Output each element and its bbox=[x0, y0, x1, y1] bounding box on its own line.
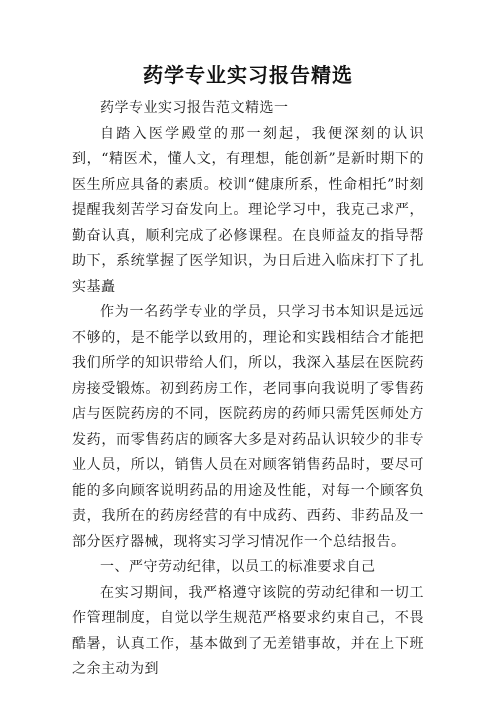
section-heading-1: 一、严守劳动纪律，以员工的标准要求自己 bbox=[100, 559, 376, 575]
body-paragraph-3: 在实习期间，我严格遵守该院的劳动纪律和一切工作管理制度，自觉以学生规范严格要求约束自己，不畏酷暑，认真工作，基本做到了无差错事故，并在上下班之余主动为到 bbox=[72, 584, 424, 677]
document-body bbox=[72, 96, 424, 683]
body-paragraph-1: 自踏入医学殿堂的那一刻起，我便深刻的认识到，“精医术，懂人文，有理想，能创新”是新时期下的医生所应具备的素质。校训“健康所系，性命相托”时刻提醒我刻苦学习奋发向上。理论学习中，我克己求严，勤奋认真，顺利完成了必修课程。在良师益友的指导帮助下，系统掌握了医学知识，为日后进入临床打下了扎实基矗 bbox=[72, 125, 424, 295]
subtitle-paragraph: 药学专业实习报告范文精选一 bbox=[100, 100, 289, 116]
document-title: 药学专业实习报告精选 bbox=[143, 63, 353, 87]
body-paragraph-2: 作为一名药学专业的学员，只学习书本知识是远远不够的，是不能学以致用的，理论和实践相结合才能把我们所学的知识带给人们，所以，我深入基层在医院药房接受锻炼。初到药房工作，老同事向我说明了零售药店与医院药房的不同，医院药房的药师只需凭医师处方发药，而零售药店的顾客大多是对药品认识较少的非专业人员，所以，销售人员在对顾客销售药品时，要尽可能的多向顾客说明药品的用途及性能，对每一个顾客负责，我所在的药房经营的有中成药、西药、非药品及一部分医疗器械，现将实习学习情况作一个总结报告。 bbox=[72, 304, 424, 550]
